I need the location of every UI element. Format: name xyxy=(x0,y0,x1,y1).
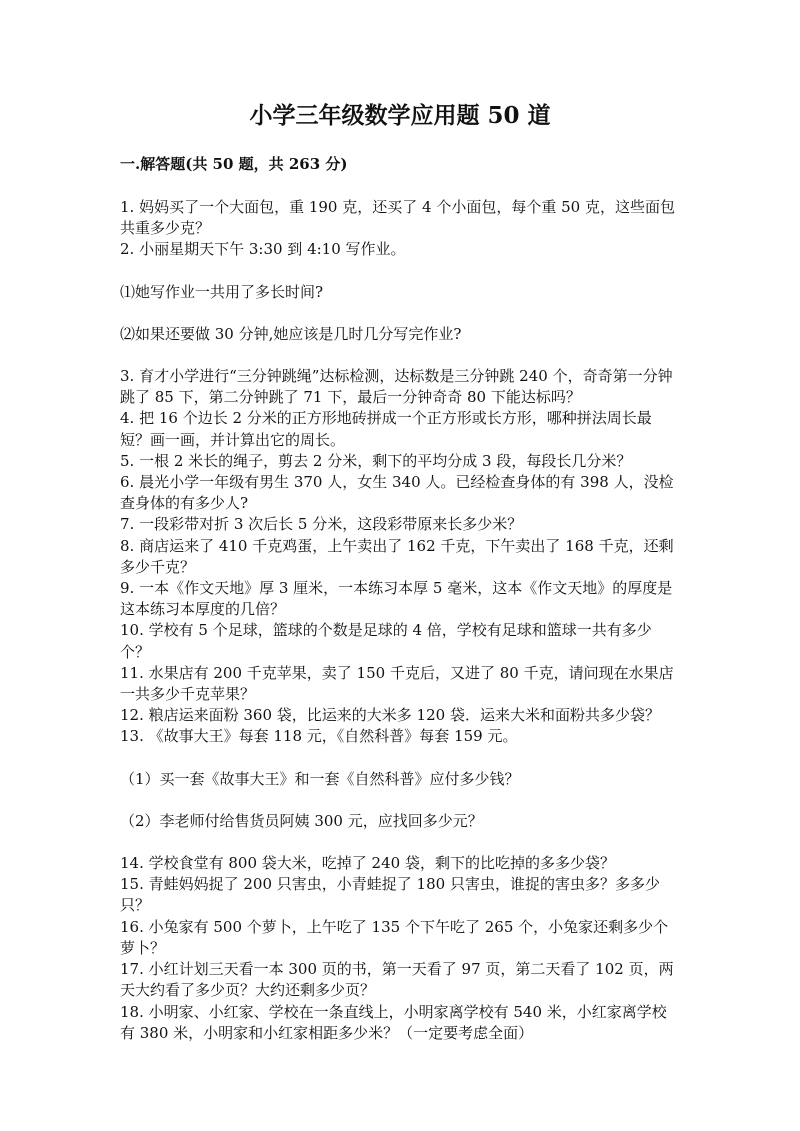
question-list xyxy=(120,197,680,1044)
question-12: 12. 粮店运来面粉 360 袋，比运来的大米多 120 袋．运来大米和面粉共多少袋？ xyxy=(120,706,660,725)
question-5: 5. 一根 2 米长的绳子，剪去 2 分米，剩下的平均分成 3 段，每段长几分米？ xyxy=(120,451,632,470)
question-15: 15. 青蛙妈妈捉了 200 只害虫，小青蛙捉了 180 只害虫，谁捉的害虫多？多多少只？ xyxy=(120,875,660,915)
question-2-sub-1: ⑴她写作业一共用了多长时间? xyxy=(120,282,324,301)
question-7: 7. 一段彩带对折 3 次后长 5 分米，这段彩带原来长多少米？ xyxy=(120,515,523,534)
question-16: 16. 小兔家有 500 个萝卜，上午吃了 135 个下午吃了 265 个，小兔家还剩多少个萝卜？ xyxy=(120,917,669,957)
question-2: 2. 小丽星期天下午 3:30 到 4:10 写作业。 xyxy=(120,240,406,259)
question-18: 18. 小明家、小红家、学校在一条直线上，小明家离学校有 540 米，小红家离学校有 380 米，小明家和小红家相距多少米？（一定要考虑全面） xyxy=(120,1002,667,1042)
question-9: 9. 一本《作文天地》厚 3 厘米，一本练习本厚 5 毫米，这本《作文天地》的厚度是这本练习本厚度的几倍？ xyxy=(120,579,673,619)
question-13-subparts xyxy=(120,769,680,832)
question-1: 1. 妈妈买了一个大面包，重 190 克，还买了 4 个小面包，每个重 50 克，这些面包共重多少克？ xyxy=(120,198,675,238)
question-13-sub-1: （1）买一套《故事大王》和一套《自然科普》应付多少钱？ xyxy=(120,769,520,788)
question-14: 14. 学校食堂有 800 袋大米，吃掉了 240 袋，剩下的比吃掉的多多少袋？ xyxy=(120,854,615,873)
question-6: 6. 晨光小学一年级有男生 370 人，女生 340 人。已经检查身体的有 398 人，没检查身体的有多少人? xyxy=(120,473,674,513)
question-2-subparts xyxy=(120,282,680,345)
question-17: 17. 小红计划三天看一本 300 页的书，第一天看了 97 页，第二天看了 102 页，两天大约看了多少页？大约还剩多少页？ xyxy=(120,960,674,1000)
question-2-sub-2: ⑵如果还要做 30 分钟,她应该是几时几分写完作业? xyxy=(120,324,462,343)
question-4: 4. 把 16 个边长 2 分米的正方形地砖拼成一个正方形或长方形，哪种拼法周长最短？画一画，并计算出它的周长。 xyxy=(120,409,652,449)
question-13-sub-2: （2）李老师付给售货员阿姨 300 元，应找回多少元？ xyxy=(120,811,483,830)
question-8: 8. 商店运来了 410 千克鸡蛋，上午卖出了 162 千克，下午卖出了 168 千克，还剩多少千克？ xyxy=(120,536,674,576)
section-heading: 一.解答题(共 50 题，共 263 分) xyxy=(120,155,348,173)
question-3: 3. 育才小学进行“三分钟跳绳”达标检测，达标数是三分钟跳 240 个，奇奇第一分钟跳了 85 下，第二分钟跳了 71 下，最后一分钟奇奇 80 下能达标吗？ xyxy=(120,367,673,407)
question-11: 11. 水果店有 200 千克苹果，卖了 150 千克后，又进了 80 千克，请问现在水果店一共多少千克苹果？ xyxy=(120,663,674,704)
question-13: 13. 《故事大王》每套 118 元，《自然科普》每套 159 元。 xyxy=(120,727,518,746)
page-title: 小学三年级数学应用题 50 道 xyxy=(249,102,551,129)
question-10: 10. 学校有 5 个足球，篮球的个数是足球的 4 倍，学校有足球和篮球一共有多少个？ xyxy=(120,621,652,661)
